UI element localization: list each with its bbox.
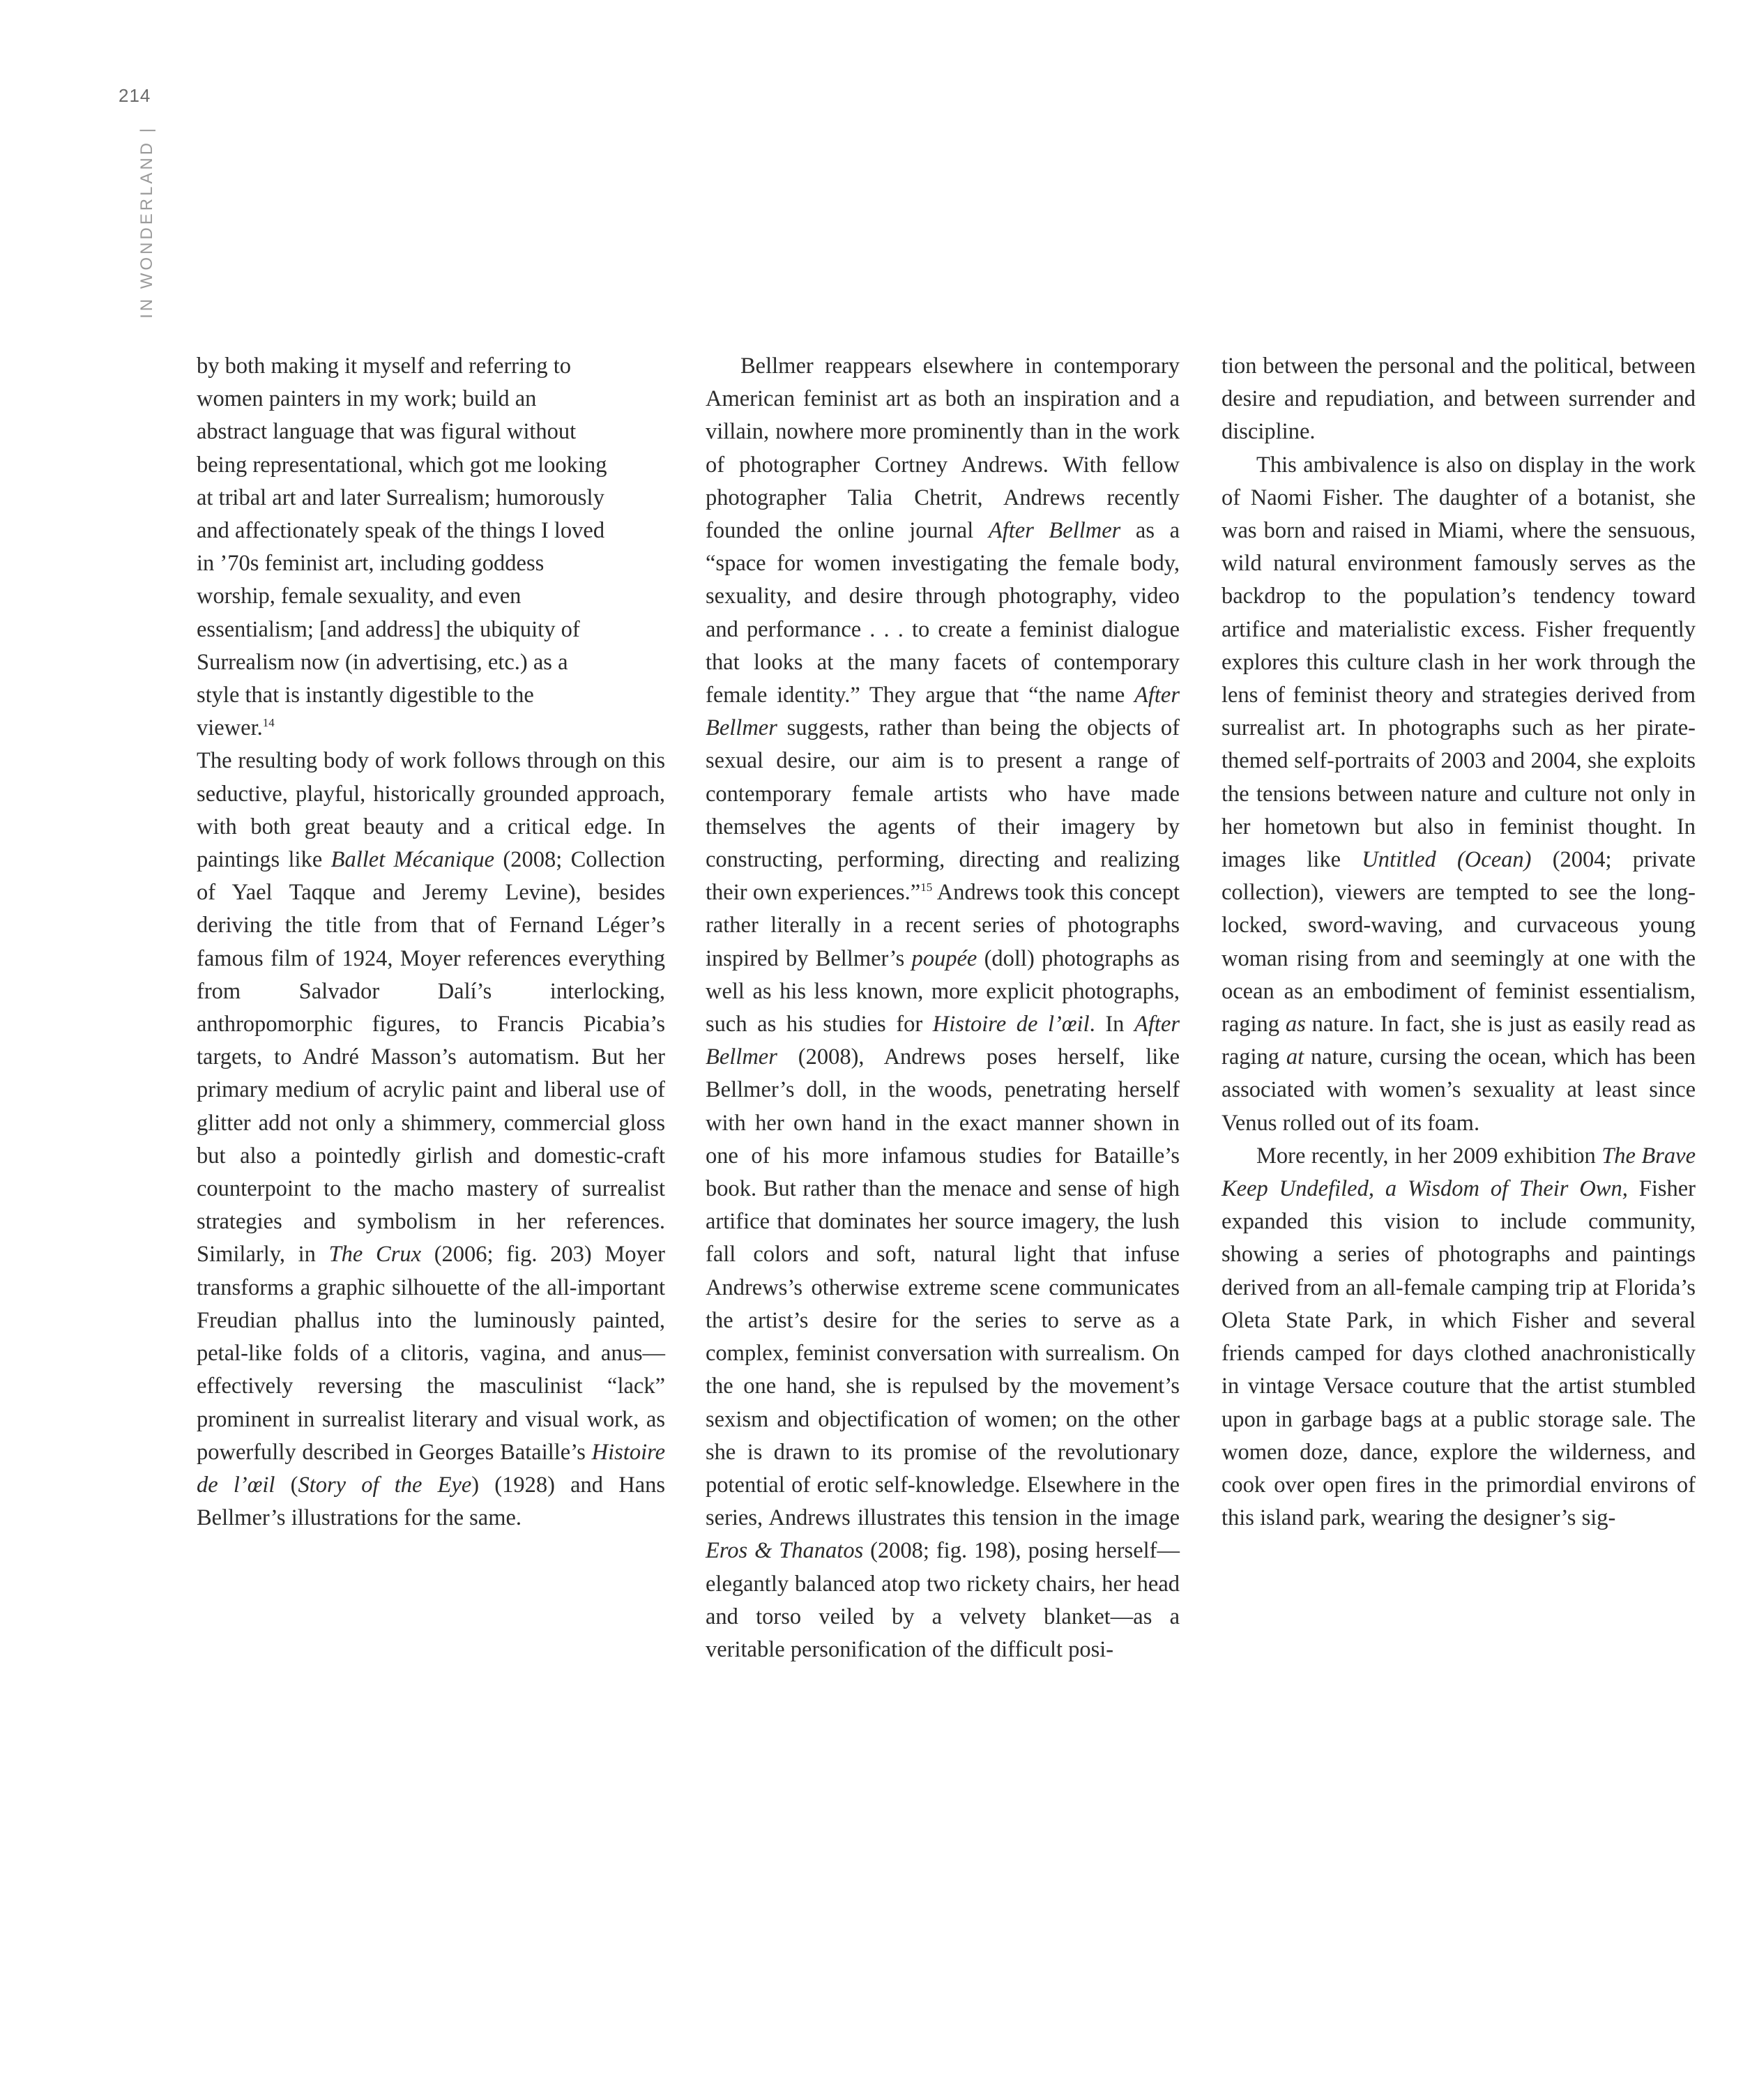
text-run: . In bbox=[1089, 1012, 1135, 1037]
text-run: Andrews took this concept rather literally in a recent series of photographs inspired by Bellmer’s bbox=[706, 880, 1180, 971]
book-title: Histoire de l’œil bbox=[197, 1439, 665, 1498]
running-head: IN WONDERLAND | bbox=[137, 125, 156, 319]
text-column-2 bbox=[706, 350, 1180, 1666]
text-run: ( bbox=[275, 1472, 298, 1498]
book-title: Story of the Eye bbox=[298, 1472, 472, 1498]
text-run: (doll) photographs as well as his less known, more explicit photographs, such as his studies for bbox=[706, 945, 1180, 1037]
text-run: More recently, in her 2009 exhibition bbox=[1256, 1143, 1602, 1169]
paragraph bbox=[1221, 449, 1696, 1140]
exhibition-title: The Brave Keep Undefiled, a Wisdom of Their Own, bbox=[1221, 1143, 1696, 1202]
text-run: Fisher expanded this vision to include community, showing a series of photographs and paintings derived from an all-female camping trip at Florida’s Oleta State Park, in which Fisher and several friends camped for days clothed anachronistically in vintage Versace couture that the artist stumbled upon in garbage bags at a public storage sale. The women doze, dance, explore the wilderness, and cook over open fires in the primordial environs of this island park, wearing the designer’s sig- bbox=[1221, 1176, 1696, 1531]
text-run: ) (1928) and Hans Bellmer’s illustrations for the same. bbox=[197, 1472, 666, 1531]
artwork-title: After Bellmer bbox=[706, 1012, 1180, 1070]
text-run: nature. In fact, she is just as easily read as raging bbox=[1221, 1012, 1696, 1070]
text-run: This ambivalence is also on display in the work of Naomi Fisher. The daughter of a botanist, she was born and raised in Miami, where the sensuous, wild natural environment famously serves as the backdrop to the population’s tendency toward artifice and materialistic excess. Fisher frequently explores this culture clash in her work through the lens of feminist theory and strategies derived from surrealist art. In photographs such as her pirate-themed self-portraits of 2003 and 2004, she exploits the tensions between nature and culture not only in her hometown but also in feminist thought. In images like bbox=[1221, 452, 1696, 873]
text-run: suggests, rather than being the objects of sexual desire, our aim is to present a range of contemporary female artists who have made themselves the agents of their imagery by constructing, performing, directing and realizing their own experiences.” bbox=[706, 715, 1180, 906]
paragraph bbox=[706, 350, 1180, 1666]
text-column-3 bbox=[1221, 350, 1696, 1535]
journal-title: After Bellmer bbox=[706, 683, 1180, 741]
text-run: Bellmer reappears elsewhere in contemporary American feminist art as both an inspiration and a villain, nowhere more prominently than in the work of photographer Cortney Andrews. With fellow photographer Talia Chetrit, Andrews recently founded the online journal bbox=[706, 353, 1180, 544]
italic-term: poupée bbox=[911, 945, 977, 971]
artwork-title: Untitled (Ocean) bbox=[1362, 847, 1532, 873]
text-run: (2008; fig. 198), posing herself—elegantly balanced atop two rickety chairs, her head and torso veiled by a velvety blanket—as a veritable personification of the difficult posi- bbox=[706, 1538, 1180, 1662]
text-run: nature, cursing the ocean, which has been associated with women’s sexuality at least since Venus rolled out of its foam. bbox=[1221, 1044, 1696, 1136]
artwork-title: Ballet Mécanique bbox=[330, 847, 495, 873]
page-number: 214 bbox=[119, 85, 151, 106]
text-run: tion between the personal and the political, between desire and repudiation, and between surrender and discipline. bbox=[1221, 353, 1696, 445]
text-run: The resulting body of work follows through on this seductive, playful, historically grounded approach, with both great beauty and a critical edge. In paintings like bbox=[197, 748, 665, 873]
book-title: Histoire de l’œil bbox=[932, 1012, 1090, 1037]
paragraph bbox=[1221, 1140, 1696, 1535]
quote-text: by both making it myself and referring to women painters in my work; build an abstract language that was figural without being representational, which got me looking at tribal art and later Surrealism; humorously and affectionately speak of the things I loved in ’70s feminist art, including goddess worship, female sexuality, and even essentialism; [and address] the ubiquity of Surrealism now (in advertising, etc.) as a style that is instantly digestible to the viewer. bbox=[197, 353, 607, 741]
paragraph bbox=[1221, 350, 1696, 449]
text-run: (2004; private collection), viewers are tempted to see the long-locked, sword-waving, and curvaceous young woman rising from and seemingly at one with the ocean as an embodiment of feminist essentialism, raging bbox=[1221, 847, 1696, 1037]
footnote-ref-15: 15 bbox=[920, 881, 933, 895]
text-run: (2008; Collection of Yael Taqque and Jeremy Levine), besides deriving the title from that of Fernand Léger’s famous film of 1924, Moyer references everything from Salvador Dalí’s interlocking, anthropomorphic figures, to Francis Picabia’s targets, to André Masson’s automatism. But her primary medium of acrylic paint and liberal use of glitter add not only a shimmery, commercial gloss but also a pointedly girlish and domestic-craft counterpoint to the macho mastery of surrealist strategies and symbolism in her references. Similarly, in bbox=[197, 847, 666, 1268]
text-column-1 bbox=[197, 350, 665, 1535]
text-run: (2006; fig. 203) Moyer transforms a graphic silhouette of the all-important Freudian phallus into the luminously painted, petal-like folds of a clitoris, vagina, and anus—effectively reversing the masculinist “lack” prominent in surrealist literary and visual work, as powerfully described in Georges Bataille’s bbox=[197, 1242, 665, 1465]
artwork-title: Eros & Thanatos bbox=[706, 1538, 864, 1564]
paragraph bbox=[197, 745, 665, 1535]
italic-term: at bbox=[1286, 1044, 1304, 1070]
text-run: as a “space for women investigating the female body, sexuality, and desire through photography, video and performance . . . to create a feminist dialogue that looks at the many facets of contemporary female identity.” They argue that “the name bbox=[706, 518, 1180, 708]
italic-term: as bbox=[1285, 1012, 1306, 1037]
footnote-ref-14: 14 bbox=[262, 716, 275, 730]
block-quote bbox=[197, 350, 609, 745]
artwork-title: The Crux bbox=[328, 1242, 422, 1268]
text-run: (2008), Andrews poses herself, like Bellmer’s doll, in the woods, penetrating herself with her own hand in the exact manner shown in one of his more infamous studies for Bataille’s book. But rather than the menace and sense of high artifice that dominates her source imagery, the lush fall colors and soft, natural light that infuse Andrews’s otherwise extreme scene communicates the artist’s desire for the series to serve as a complex, feminist conversation with surrealism. On the one hand, she is repulsed by the movement’s sexism and objectification of women; on the other she is drawn to its promise of the revolutionary potential of erotic self-knowledge. Elsewhere in the series, Andrews illustrates this tension in the image bbox=[706, 1044, 1180, 1531]
journal-title: After Bellmer bbox=[988, 518, 1121, 544]
